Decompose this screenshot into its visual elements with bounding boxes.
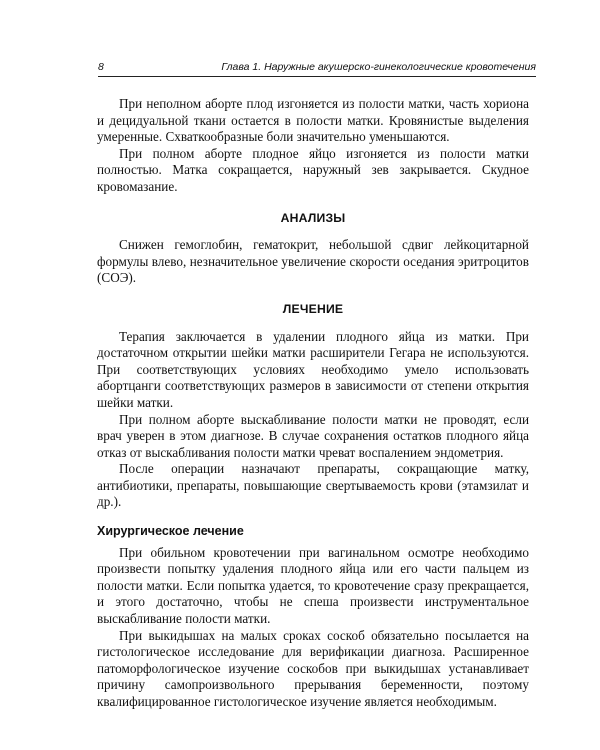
running-header: [98, 58, 536, 76]
paragraph-incomplete-abortion: При неполном аборте плод изгоняется из полости матки, часть хориона и децидуальной ткани остается в полости матки. Кровянистые выделения умеренные. Схваткообразные боли значительно уменьшаются.: [97, 96, 529, 145]
paragraph-treatment-therapy: Терапия заключается в удалении плодного яйца из матки. При достаточном открытии шейки матки расширители Гегара не используются. При соответствующих условиях необходимо умело использовать абортцанги соответствующих размеров в зависимости от степени открытия шейки матки.: [97, 328, 529, 410]
paragraph-complete-abortion: При полном аборте плодное яйцо изгоняется из полости матки полностью. Матка сокращается, наружный зев закрывается. Скудное кровомазание.: [97, 145, 529, 194]
paragraph-analyses: Снижен гемоглобин, гематокрит, небольшой сдвиг лейкоцитарной формулы влево, незначительное увеличение скорости оседания эритроцитов (СОЭ).: [97, 237, 529, 286]
section-heading-treatment: ЛЕЧЕНИЕ: [282, 301, 344, 316]
section-heading-analyses: АНАЛИЗЫ: [280, 210, 346, 225]
page-body: [97, 96, 529, 711]
chapter-title: Глава 1. Наружные акушерско-гинекологические кровотечения: [221, 61, 536, 73]
header-divider: [98, 76, 536, 77]
paragraph-surgical-histology: При выкидышах на малых сроках соскоб обязательно посылается на гистологическое исследование для верификации диагноза. Расширенное патоморфологическое изучение соскобов при выкидышах устанавливает причину самопроизвольного прерывания беременности, поэтому квалифицированное гистологическое изучение является необходимым.: [97, 627, 529, 709]
paragraph-treatment-curettage: При полном аборте выскабливание полости матки не проводят, если врач уверен в этом диагнозе. В случае сохранения остатков плодного яйца отказ от выскабливания полости матки чреват воспалением эндометрия.: [97, 411, 529, 460]
paragraph-surgical-bleeding: При обильном кровотечении при вагинальном осмотре необходимо произвести попытку удаления плодного яйца или его части пальцем из полости матки. Если попытка удается, то кровотечение сразу прекращается, и этого достаточно, чтобы не спеша произвести инструментальное выскабливание полости матки.: [97, 544, 529, 627]
subsection-heading-surgical: Хирургическое лечение: [97, 524, 244, 539]
paragraph-treatment-postop: После операции назначают препараты, сокращающие матку, антибиотики, препараты, повышающие свертываемость крови (этамзилат и др.).: [97, 461, 529, 510]
page-number: 8: [98, 61, 104, 73]
